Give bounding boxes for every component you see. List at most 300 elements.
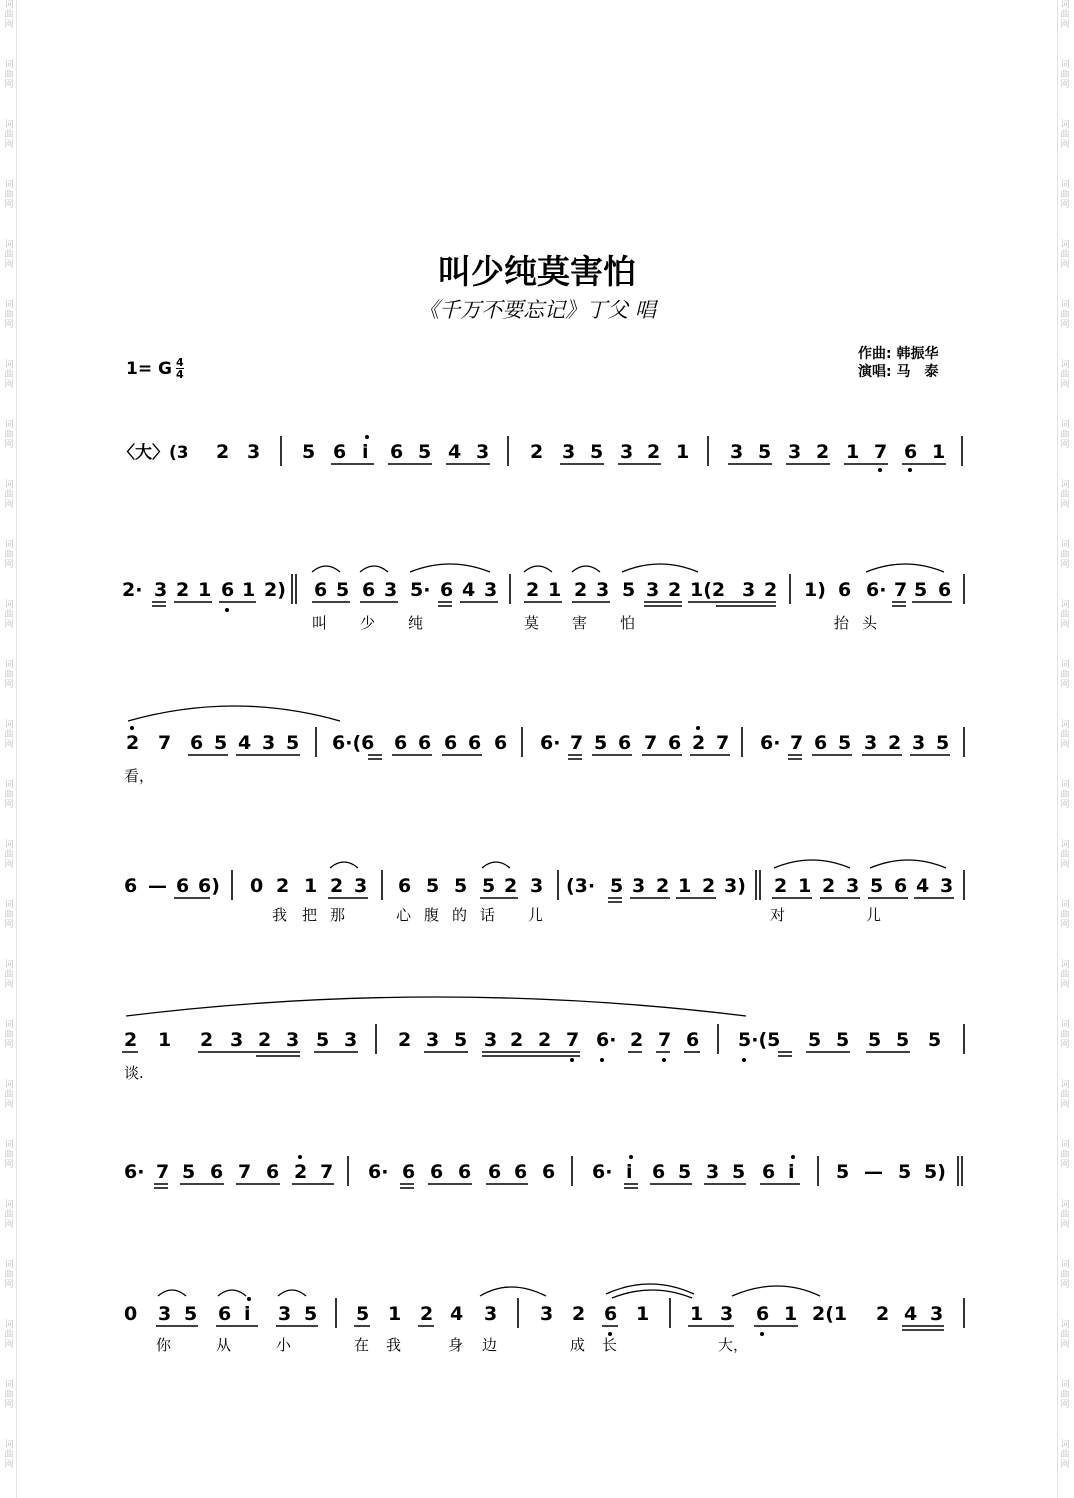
note: 5 xyxy=(622,579,636,601)
watermark-text: 词 曲 网 xyxy=(1060,1320,1070,1350)
note: 6· xyxy=(124,1161,145,1183)
note: 2 xyxy=(530,441,544,463)
slur xyxy=(612,1290,692,1298)
note: 1 xyxy=(690,1303,704,1325)
slur xyxy=(524,566,552,572)
note: 6 xyxy=(938,579,952,601)
watermark-text: 词 曲 网 xyxy=(1060,780,1070,810)
note: 7 xyxy=(716,732,730,754)
note: 5 xyxy=(356,1303,370,1325)
note: 6 xyxy=(394,732,408,754)
watermark-text: 词 曲 网 xyxy=(1060,480,1070,510)
note: i xyxy=(788,1161,795,1183)
watermark-text: 词 曲 网 xyxy=(1060,0,1070,30)
lyric: 把 xyxy=(302,906,318,924)
note: 6 xyxy=(604,1303,618,1325)
slur xyxy=(482,862,510,868)
note: 3 xyxy=(154,579,168,601)
note: 2 xyxy=(330,875,344,897)
note: 2 xyxy=(124,1029,138,1051)
score-row-3-svg xyxy=(0,715,1074,825)
low-dot xyxy=(878,468,882,472)
lyric: 纯 xyxy=(408,614,424,632)
note: 4 xyxy=(448,441,462,463)
watermark-text: 词 曲 网 xyxy=(4,1140,14,1170)
watermark-text: 词 曲 网 xyxy=(1060,1440,1070,1470)
note: 2 xyxy=(504,875,518,897)
note: 6 xyxy=(488,1161,502,1183)
note: 6 xyxy=(444,732,458,754)
lyric: 我 xyxy=(386,1336,402,1354)
note: 6 xyxy=(458,1161,472,1183)
note: 5 xyxy=(454,1029,468,1051)
key-signature xyxy=(126,357,184,380)
note: 5 xyxy=(182,1161,196,1183)
note: 1 xyxy=(198,579,212,601)
note: 2 xyxy=(510,1029,524,1051)
watermark-text: 词 曲 网 xyxy=(4,720,14,750)
note: 2 xyxy=(200,1029,214,1051)
note: 3 xyxy=(262,732,276,754)
note: 3 xyxy=(158,1303,172,1325)
note: 5 xyxy=(808,1029,822,1051)
note: 5 xyxy=(936,732,950,754)
note: 6 xyxy=(390,441,404,463)
watermark-text: 词 曲 网 xyxy=(4,840,14,870)
note: 2 xyxy=(764,579,778,601)
slur xyxy=(410,564,490,572)
note: 6 xyxy=(362,579,376,601)
lyric: 你 xyxy=(156,1336,172,1354)
watermark-text: 词 曲 网 xyxy=(1060,660,1070,690)
watermark-text: 词 曲 网 xyxy=(4,120,14,150)
note: 4 xyxy=(916,875,930,897)
watermark-text: 词 曲 网 xyxy=(4,780,14,810)
slur xyxy=(480,1287,546,1296)
note: 7 xyxy=(790,732,804,754)
lyric: 的 xyxy=(452,906,468,924)
watermark-text: 词 曲 网 xyxy=(1060,600,1070,630)
note: 2 xyxy=(816,441,830,463)
note: 5 xyxy=(304,1303,318,1325)
note: 4 xyxy=(450,1303,464,1325)
lyric: 莫 xyxy=(524,614,540,632)
note: 3) xyxy=(724,875,746,897)
watermark-text: 词 曲 网 xyxy=(4,420,14,450)
note: i xyxy=(626,1161,633,1183)
note: 3 xyxy=(706,1161,720,1183)
note: 5 xyxy=(482,875,496,897)
note: 5 xyxy=(898,1161,912,1183)
lyric: 长 xyxy=(602,1336,618,1354)
watermark-text: 词 曲 网 xyxy=(4,900,14,930)
watermark-text: 词 曲 网 xyxy=(1060,840,1070,870)
note: 2 xyxy=(176,579,190,601)
note: 3 xyxy=(484,579,498,601)
note: 7 xyxy=(658,1029,672,1051)
note: 3 xyxy=(426,1029,440,1051)
note: 2 xyxy=(656,875,670,897)
score-row-4-svg xyxy=(0,858,1074,968)
singer-credit: 演唱: 马 泰 xyxy=(858,364,939,380)
note: i xyxy=(362,441,369,463)
note: 2 xyxy=(258,1029,272,1051)
note: 6 xyxy=(430,1161,444,1183)
note: 6 xyxy=(894,875,908,897)
song-subtitle: 《千万不要忘记》丁父 唱 xyxy=(418,298,656,322)
note: 3 xyxy=(562,441,576,463)
note: 2 xyxy=(692,732,706,754)
note: 4 xyxy=(904,1303,918,1325)
score-row-2-svg xyxy=(0,560,1074,670)
note: 3 xyxy=(476,441,490,463)
lyric: 边 xyxy=(482,1336,498,1354)
slur xyxy=(360,566,388,572)
high-dot xyxy=(791,1155,795,1159)
note: 7 xyxy=(158,732,172,754)
note: 3 xyxy=(646,579,660,601)
note: 1 xyxy=(304,875,318,897)
note: 6 xyxy=(124,875,138,897)
slur xyxy=(572,566,600,572)
note: 2· xyxy=(122,579,143,601)
score-row-1-svg xyxy=(0,420,1074,530)
note: 2 xyxy=(822,875,836,897)
watermark-text: 词 曲 网 xyxy=(1060,120,1070,150)
score-row-7 xyxy=(0,1278,1074,1388)
note: 4 xyxy=(238,732,252,754)
note: 1 xyxy=(548,579,562,601)
watermark-text: 词 曲 网 xyxy=(1060,1080,1070,1110)
note: 7 xyxy=(566,1029,580,1051)
watermark-text: 词 曲 网 xyxy=(4,180,14,210)
note: 3 xyxy=(720,1303,734,1325)
lyric: 叫 xyxy=(312,614,328,632)
note: 6 xyxy=(686,1029,700,1051)
note: 3 xyxy=(354,875,368,897)
score-row-2 xyxy=(0,560,1074,670)
note: (3· xyxy=(566,875,596,897)
note: 1 xyxy=(676,441,690,463)
lyric: 大， xyxy=(718,1336,749,1354)
note: 5 xyxy=(302,441,316,463)
note: 2 xyxy=(126,732,140,754)
note: 5 xyxy=(594,732,608,754)
note: 2 xyxy=(647,441,661,463)
lyric: 心 xyxy=(396,906,412,924)
note: 6 xyxy=(652,1161,666,1183)
slur xyxy=(870,860,946,868)
note: 5 xyxy=(336,579,350,601)
time-signature xyxy=(176,357,184,380)
watermark-text: 词 曲 网 xyxy=(1060,300,1070,330)
note: 7 xyxy=(156,1161,170,1183)
note: 3 xyxy=(846,875,860,897)
lyric: 在 xyxy=(354,1336,370,1354)
note: 3 xyxy=(930,1303,944,1325)
watermark-text: 词 曲 网 xyxy=(4,960,14,990)
score-row-6 xyxy=(0,1136,1074,1246)
watermark-text: 词 曲 网 xyxy=(4,60,14,90)
note: 2 xyxy=(630,1029,644,1051)
note: 6·(6 xyxy=(332,732,375,754)
watermark-text: 词 曲 网 xyxy=(4,240,14,270)
lyric: 腹 xyxy=(424,906,440,924)
note: 6 xyxy=(668,732,682,754)
low-dot xyxy=(600,1058,604,1062)
note: 6 xyxy=(402,1161,416,1183)
note: 3 xyxy=(540,1303,554,1325)
note: 5·(5 xyxy=(738,1029,781,1051)
note: 5 xyxy=(184,1303,198,1325)
note: 6 xyxy=(398,875,412,897)
note: 6 xyxy=(756,1303,770,1325)
note: 1 xyxy=(158,1029,172,1051)
note: 〈大〉(3 xyxy=(118,443,189,463)
lyric: 从 xyxy=(216,1336,232,1354)
note: 6· xyxy=(540,732,561,754)
time-bottom: 4 xyxy=(175,368,184,381)
slur xyxy=(866,564,944,572)
song-title: 叫少纯莫害怕 xyxy=(438,252,636,291)
note: 6 xyxy=(418,732,432,754)
slur xyxy=(330,862,358,868)
note: 3 xyxy=(384,579,398,601)
note: 6· xyxy=(760,732,781,754)
note: 5 xyxy=(426,875,440,897)
note: 6 xyxy=(904,441,918,463)
watermark-text: 词 曲 网 xyxy=(1060,360,1070,390)
note: 5 xyxy=(868,1029,882,1051)
note: 2 xyxy=(398,1029,412,1051)
note: 6 xyxy=(210,1161,224,1183)
note: 3 xyxy=(730,441,744,463)
lyric: 小 xyxy=(276,1336,292,1354)
note: 2 xyxy=(538,1029,552,1051)
note: 3 xyxy=(742,579,756,601)
watermark-text: 词 曲 网 xyxy=(4,1200,14,1230)
watermark-text: 词 曲 网 xyxy=(1060,60,1070,90)
note: i xyxy=(244,1303,251,1325)
note: 1 xyxy=(798,875,812,897)
lyric: 话 xyxy=(480,906,496,924)
watermark-text: 词 曲 网 xyxy=(1060,540,1070,570)
watermark-text: 词 曲 网 xyxy=(1060,240,1070,270)
note: 2 xyxy=(572,1303,586,1325)
note: 0 xyxy=(124,1303,138,1325)
key-label: 1= G xyxy=(126,358,172,379)
note: 5 xyxy=(896,1029,910,1051)
note: 6 xyxy=(494,732,508,754)
note: 3 xyxy=(484,1029,498,1051)
note: 5 xyxy=(836,1029,850,1051)
slur xyxy=(158,1290,186,1296)
low-dot xyxy=(742,1058,746,1062)
high-dot xyxy=(130,726,134,730)
note: 6 xyxy=(218,1303,232,1325)
watermark-text: 词 曲 网 xyxy=(4,1380,14,1410)
watermark-text: 词 曲 网 xyxy=(4,360,14,390)
lyric: 我 xyxy=(272,906,288,924)
score-row-3 xyxy=(0,715,1074,825)
note: 3 xyxy=(230,1029,244,1051)
note: 3 xyxy=(620,441,634,463)
note: 6 xyxy=(762,1161,776,1183)
note: 5· xyxy=(410,579,431,601)
note: 6 xyxy=(314,579,328,601)
note: 5 xyxy=(870,875,884,897)
watermark-text: 词 曲 网 xyxy=(4,1320,14,1350)
note: 2) xyxy=(264,579,286,601)
note: 3 xyxy=(912,732,926,754)
note: 1 xyxy=(636,1303,650,1325)
watermark-text: 词 曲 网 xyxy=(1060,900,1070,930)
note: 5 xyxy=(610,875,624,897)
slur xyxy=(278,1290,306,1296)
note: 6) xyxy=(198,875,220,897)
watermark-text: 词 曲 网 xyxy=(1060,720,1070,750)
watermark-text: 词 曲 网 xyxy=(1060,960,1070,990)
lyric: 怕 xyxy=(620,614,636,632)
lyric: 害 xyxy=(572,614,588,632)
low-dot xyxy=(760,1332,764,1336)
time-top: 4 xyxy=(175,356,184,369)
note: 5 xyxy=(838,732,852,754)
score-row-6-svg xyxy=(0,1136,1074,1246)
note: 7 xyxy=(320,1161,334,1183)
note: 5 xyxy=(418,441,432,463)
note: 2 xyxy=(420,1303,434,1325)
score-row-7-svg xyxy=(0,1278,1074,1388)
watermark-text: 词 曲 网 xyxy=(1060,1260,1070,1290)
note: 3 xyxy=(530,875,544,897)
note: 7 xyxy=(644,732,658,754)
slur xyxy=(126,997,746,1016)
lyric: 儿 xyxy=(866,906,882,924)
note: 2 xyxy=(774,875,788,897)
lyric: 少 xyxy=(360,614,376,632)
slur xyxy=(606,1284,694,1294)
note: 6· xyxy=(592,1161,613,1183)
slur xyxy=(312,566,340,572)
low-dot xyxy=(570,1058,574,1062)
note: 5 xyxy=(286,732,300,754)
note: 3 xyxy=(596,579,610,601)
note: 2 xyxy=(216,441,230,463)
slur xyxy=(774,860,850,868)
note: 2 xyxy=(702,875,716,897)
note: 3 xyxy=(247,441,261,463)
note: 5 xyxy=(590,441,604,463)
note: 1 xyxy=(784,1303,798,1325)
watermark-text: 词 曲 网 xyxy=(4,660,14,690)
note: 1(2 xyxy=(690,579,726,601)
watermark-text: 词 曲 网 xyxy=(1060,1020,1070,1050)
credits xyxy=(858,345,938,381)
composer-credit: 作曲: 韩振华 xyxy=(858,346,939,362)
note: 1 xyxy=(846,441,860,463)
note: 6 xyxy=(468,732,482,754)
watermark-text: 词 曲 网 xyxy=(1060,420,1070,450)
note: 6 xyxy=(333,441,347,463)
lyric: 头 xyxy=(862,614,878,632)
note: — xyxy=(148,875,167,897)
note: 6 xyxy=(618,732,632,754)
slur xyxy=(622,564,698,572)
note: 2 xyxy=(276,875,290,897)
note: 6 xyxy=(814,732,828,754)
note: 1) xyxy=(804,579,826,601)
note: 6 xyxy=(514,1161,528,1183)
watermark-text: 词 曲 网 xyxy=(4,540,14,570)
note: 5 xyxy=(678,1161,692,1183)
watermark-text: 词 曲 网 xyxy=(4,1260,14,1290)
note: 3 xyxy=(632,875,646,897)
note: 5 xyxy=(454,875,468,897)
lyric: 身 xyxy=(448,1336,464,1354)
note: 7 xyxy=(894,579,908,601)
high-dot xyxy=(365,435,369,439)
watermark-text: 词 曲 网 xyxy=(1060,1140,1070,1170)
note: 5 xyxy=(732,1161,746,1183)
note: 5 xyxy=(914,579,928,601)
note: 3 xyxy=(278,1303,292,1325)
note: 2(1 xyxy=(812,1303,848,1325)
note: 6 xyxy=(221,579,235,601)
note: 2 xyxy=(888,732,902,754)
high-dot xyxy=(696,726,700,730)
score-row-5 xyxy=(0,1012,1074,1122)
note: 3 xyxy=(864,732,878,754)
note: 3 xyxy=(788,441,802,463)
note: 6 xyxy=(190,732,204,754)
note: 3 xyxy=(484,1303,498,1325)
note: 0 xyxy=(250,875,264,897)
watermark-text: 词 曲 网 xyxy=(4,0,14,30)
note: 6· xyxy=(596,1029,617,1051)
watermark-text: 词 曲 网 xyxy=(4,300,14,330)
note: — xyxy=(864,1161,883,1183)
slur xyxy=(128,706,340,721)
note: 2 xyxy=(294,1161,308,1183)
score-row-4 xyxy=(0,858,1074,968)
note: 6 xyxy=(176,875,190,897)
note: 6· xyxy=(866,579,887,601)
score-row-1 xyxy=(0,420,1074,530)
note: 1 xyxy=(678,875,692,897)
watermark-text: 词 曲 网 xyxy=(4,1020,14,1050)
slur xyxy=(218,1290,246,1296)
note: 6 xyxy=(440,579,454,601)
lyric: 儿 xyxy=(528,906,544,924)
score-row-5-svg xyxy=(0,1012,1074,1122)
note: 5 xyxy=(836,1161,850,1183)
note: 2 xyxy=(574,579,588,601)
low-dot xyxy=(662,1058,666,1062)
note: 5 xyxy=(214,732,228,754)
note: 6· xyxy=(368,1161,389,1183)
note: 3 xyxy=(344,1029,358,1051)
note: 5 xyxy=(316,1029,330,1051)
note: 5 xyxy=(758,441,772,463)
lyric: 那 xyxy=(330,906,346,924)
note: 3 xyxy=(286,1029,300,1051)
watermark-text: 词 曲 网 xyxy=(4,600,14,630)
note: 7 xyxy=(238,1161,252,1183)
watermark-text: 词 曲 网 xyxy=(4,480,14,510)
note: 6 xyxy=(542,1161,556,1183)
lyric: 谈. xyxy=(124,1064,144,1082)
